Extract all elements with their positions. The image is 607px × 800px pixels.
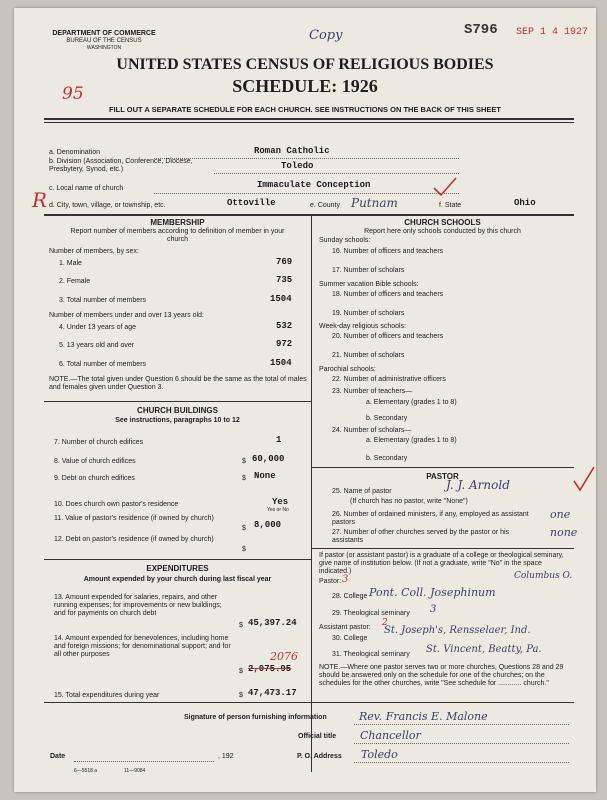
admin-officers-label: 22. Number of administrative officers [332, 376, 446, 383]
assistant-pastor-label: Assistant pastor: [319, 624, 371, 631]
total-members-2-label: 6. Total number of members [59, 361, 147, 368]
residence-value-label: 11. Value of pastor's residence (if owned by church) [54, 515, 214, 522]
dollar-sign: $ [239, 668, 243, 675]
teachers-label: 23. Number of teachers— [332, 388, 413, 395]
date-year: , 192 [218, 753, 234, 760]
official-title-line [354, 743, 569, 744]
by-sex-label: Number of members, by sex: [49, 248, 139, 255]
total-expenditures-label: 15. Total expenditures during year [54, 692, 160, 699]
date-label: Date [50, 753, 66, 760]
assistant-mark: 2 [382, 618, 388, 628]
scholars-secondary-label: b. Secondary [366, 455, 408, 462]
under-13-label: 4. Under 13 years of age [59, 324, 137, 331]
other-churches-label: 27. Number of other churches served by the pastor or his assistants [332, 529, 510, 544]
expenditures-sub: Amount expended by your church during last fiscal year [83, 576, 272, 583]
pastor-name-hint: (If church has no pastor, write "None") [350, 498, 468, 505]
margin-mark: 95 [62, 84, 84, 104]
running-expenses-value: 45,397.24 [248, 618, 297, 628]
total-members-label: 3. Total number of members [59, 297, 147, 304]
rule-expenditures [44, 559, 311, 560]
official-title-label: Official title [298, 733, 337, 740]
edifice-debt-value: None [254, 471, 276, 481]
pastor-seminary-value: 3 [430, 604, 437, 615]
graduate-note: If pastor (or assistant pastor) is a graduate of a college or theological seminary, give name of institution below. (If not a graduate, write "No" in the space indicated.) [319, 552, 564, 575]
weekday-label: Week-day religious schools: [319, 323, 407, 330]
dollar-sign: $ [242, 546, 246, 553]
dollar-sign: $ [242, 525, 246, 532]
denomination-label: a. Denomination [49, 149, 100, 156]
rule-footer [44, 702, 574, 703]
sunday-officers-label: 16. Number of officers and teachers [332, 248, 444, 255]
rule-grad [311, 548, 574, 549]
census-schedule-sheet [14, 8, 596, 792]
summer-label: Summer vacation Bible schools: [319, 281, 419, 288]
check-mark-icon [572, 465, 596, 493]
pastor-name-value: J. J. Arnold [446, 478, 510, 492]
assistant-college-label: 30. College [332, 635, 368, 642]
pastor-mark: 3 [342, 574, 349, 585]
sunday-label: Sunday schools: [319, 237, 371, 244]
po-address-label: P. O. Address [297, 753, 342, 760]
benevolences-correction: 2076 [270, 650, 298, 663]
instruction-line: FILL OUT A SEPARATE SCHEDULE FOR EACH CHURCH. SEE INSTRUCTIONS ON THE BACK OF THIS SHEET [109, 105, 501, 114]
male-value: 769 [276, 257, 293, 267]
signature-line [354, 724, 569, 725]
rule-buildings [44, 401, 311, 402]
header-rule [44, 118, 574, 120]
city-label-field: d. City, town, village, or township, etc. [49, 202, 166, 209]
check-mark-icon [432, 176, 458, 198]
running-expenses-label: 13. Amount expended for salaries, repairs, and other running expenses; for improvements or new buildings; and for payments on church debt [54, 594, 222, 617]
dept-label: DEPARTMENT OF COMMERCE [52, 30, 156, 37]
pastor-college-label: 28. College [332, 593, 368, 600]
local-name-line [154, 193, 459, 194]
division-line [214, 173, 459, 174]
section-rule [44, 214, 574, 216]
header-rule-thin [44, 122, 574, 123]
over-13-value: 972 [276, 339, 293, 349]
buildings-title: CHURCH BUILDINGS [137, 406, 218, 415]
total-members-2-value: 1504 [270, 358, 292, 368]
female-value: 735 [276, 275, 293, 285]
edifice-value-value: 60,000 [252, 454, 285, 464]
pastor-name-label: 25. Name of pastor [332, 488, 392, 495]
schedule-number: S796 [464, 22, 498, 38]
membership-title: MEMBERSHIP [150, 218, 205, 227]
county-label: e. County [310, 202, 340, 209]
weekday-scholars-label: 21. Number of scholars [332, 352, 405, 359]
dollar-sign: $ [242, 475, 246, 482]
assistant-count-label: 26. Number of ordained ministers, if any, employed as assistant pastors [332, 511, 529, 526]
other-churches-value: none [550, 526, 578, 539]
po-address-line [354, 762, 569, 763]
assistant-count-value: one [550, 508, 571, 521]
edifices-label: 7. Number of church edifices [54, 439, 144, 446]
rule-pastor [311, 467, 574, 468]
assistant-seminary-value: St. Vincent, Beatty, Pa. [426, 644, 542, 655]
schools-title: CHURCH SCHOOLS [404, 218, 481, 227]
weekday-officers-label: 20. Number of officers and teachers [332, 333, 444, 340]
edifices-value: 1 [276, 435, 282, 445]
college-city: Columbus O. [514, 571, 573, 581]
pastor-title: PASTOR [426, 472, 459, 481]
membership-sub: Report number of members according to definition of member in your church [70, 228, 285, 243]
received-date-stamp: SEP 1 4 1927 [516, 27, 589, 38]
parochial-label: Parochial schools: [319, 366, 376, 373]
division-label: b. Division (Association, Conference, Diocese, Presbytery, Synod, etc.) [49, 158, 193, 173]
residence-value: Yes [272, 497, 289, 507]
denomination-value: Roman Catholic [254, 146, 330, 156]
yes-no-hint: Yes or No [267, 507, 289, 513]
summer-officers-label: 18. Number of officers and teachers [332, 291, 444, 298]
residence-debt-label: 12. Debt on pastor's residence (if owned by church) [54, 536, 214, 543]
summer-scholars-label: 19. Number of scholars [332, 310, 405, 317]
scholars-elementary-label: a. Elementary (grades 1 to 8) [366, 437, 457, 444]
column-divider [311, 214, 312, 772]
copy-mark: Copy [309, 28, 343, 43]
schools-sub: Report here only schools conducted by this church [364, 228, 521, 235]
membership-note: NOTE.—The total given under Question 6 should be the same as the total of males and females given under Question 3. [49, 376, 307, 391]
po-address-value: Toledo [361, 748, 398, 761]
scholars-label: 24. Number of scholars— [332, 427, 412, 434]
pastor-note: NOTE.—Where one pastor serves two or more churches, Questions 28 and 29 should be answered only on the schedule for one of the churches; on the schedules for the other churches, write "See schedule for ............ church." [319, 664, 564, 687]
pastor-seminary-label: 29. Theological seminary [332, 610, 410, 617]
assistant-college-value: St. Joseph's, Rensselaer, Ind. [384, 625, 531, 636]
signature-value: Rev. Francis E. Malone [359, 710, 488, 723]
pastor-college-value: Pont. Coll. Josephinum [369, 586, 496, 599]
form-subtitle: SCHEDULE: 1926 [232, 76, 378, 96]
bureau-label: BUREAU OF THE CENSUS [66, 38, 142, 44]
r-mark: R [32, 188, 48, 212]
total-members-value: 1504 [270, 294, 292, 304]
age-head-label: Number of members under and over 13 years old: [49, 312, 204, 319]
female-label: 2. Female [59, 278, 91, 285]
pastor-label: Pastor: [319, 578, 342, 585]
city-value: Ottoville [227, 198, 276, 208]
city-label: WASHINGTON [86, 45, 122, 51]
expenditures-title: EXPENDITURES [146, 564, 209, 573]
division-value: Toledo [281, 161, 314, 171]
signature-label: Signature of person furnishing information [184, 714, 327, 721]
county-value: Putnam [351, 196, 398, 210]
date-line [74, 761, 214, 762]
sunday-scholars-label: 17. Number of scholars [332, 267, 405, 274]
benevolences-value: 2,075.95 [248, 664, 292, 674]
edifice-debt-label: 9. Debt on church edifices [54, 475, 135, 482]
residence-value-value: 8,000 [254, 520, 282, 530]
assistant-seminary-label: 31. Theological seminary [332, 651, 410, 658]
edifice-value-label: 8. Value of church edifices [54, 458, 136, 465]
state-label: f. State [439, 202, 462, 209]
benevolences-label: 14. Amount expended for benevolences, including home and foreign missions; for denominational support; and for all other purposes [54, 635, 231, 658]
male-label: 1. Male [59, 260, 82, 267]
buildings-sub: See instructions, paragraphs 10 to 12 [115, 417, 240, 424]
under-13-value: 532 [276, 321, 293, 331]
form-number: 6—5518 a [74, 768, 98, 774]
form-title: UNITED STATES CENSUS OF RELIGIOUS BODIES [116, 56, 494, 73]
total-expenditures-value: 47,473.17 [248, 688, 297, 698]
print-number: 11—9084 [124, 768, 146, 774]
dollar-sign: $ [239, 622, 243, 629]
over-13-label: 5. 13 years old and over [59, 342, 135, 349]
local-name-label: c. Local name of church [49, 185, 124, 192]
dollar-sign: $ [242, 458, 246, 465]
state-value: Ohio [514, 198, 536, 208]
local-name-value: Immaculate Conception [257, 180, 371, 190]
official-title-value: Chancellor [360, 729, 421, 742]
residence-label: 10. Does church own pastor's residence [54, 501, 179, 508]
dollar-sign: $ [239, 692, 243, 699]
teachers-secondary-label: b. Secondary [366, 415, 408, 422]
teachers-elementary-label: a. Elementary (grades 1 to 8) [366, 399, 457, 406]
